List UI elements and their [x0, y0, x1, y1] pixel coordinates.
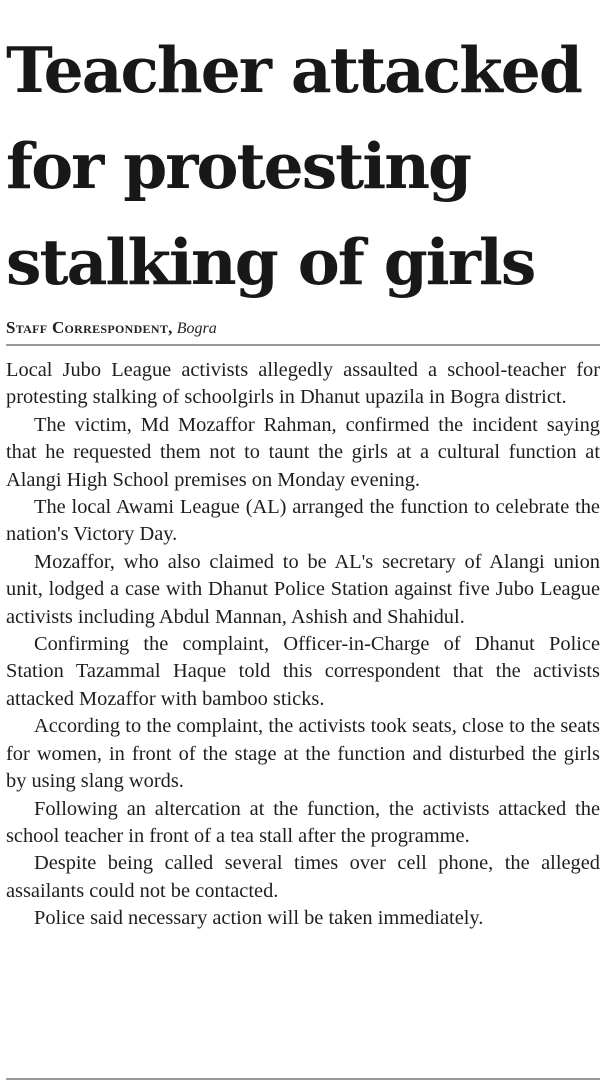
paragraph: Police said necessary action will be taken immediately.: [34, 907, 484, 930]
bottom-divider: [6, 1078, 600, 1080]
top-divider: [6, 344, 600, 346]
paragraph: The victim, Md Mozaffor Rahman, confirmed the incident saying that he requested them not to taunt the girls at a cultural function at Alangi High School premises on Monday evening.: [6, 413, 600, 491]
paragraph: The local Awami League (AL) arranged the function to celebrate the nation's Victory Day.: [6, 496, 600, 546]
paragraph: Confirming the complaint, Officer-in-Charge of Dhanut Police Station Tazammal Haque told this correspondent that the activists attacked Mozaffor with bamboo sticks.: [6, 633, 600, 710]
paragraph: Mozaffor, who also claimed to be AL's secretary of Alangi union unit, lodged a case with Dhanut Police Station against five Jubo League activists including Abdul Mannan, Ashish and Shahidul.: [6, 550, 600, 628]
paragraph: Following an altercation at the function, the activists attacked the school teacher in front of a tea stall after the programme.: [6, 797, 600, 847]
article-body: [6, 357, 600, 933]
paragraph: According to the complaint, the activists took seats, close to the seats for women, in front of the stage at the function and disturbed the girls by using slang words.: [6, 715, 600, 793]
byline-location: Bogra: [176, 320, 217, 337]
paragraph: Despite being called several times over cell phone, the alleged assailants could not be contacted.: [6, 852, 600, 902]
byline-author: Staff Correspondent,: [6, 318, 173, 337]
paragraph: Local Jubo League activists allegedly assaulted a school-teacher for protesting stalking of schoolgirls in Dhanut upazila in Bogra district.: [6, 359, 600, 409]
headline: Teacher attacked for protesting stalking of girls: [6, 33, 581, 299]
byline: [6, 318, 600, 338]
